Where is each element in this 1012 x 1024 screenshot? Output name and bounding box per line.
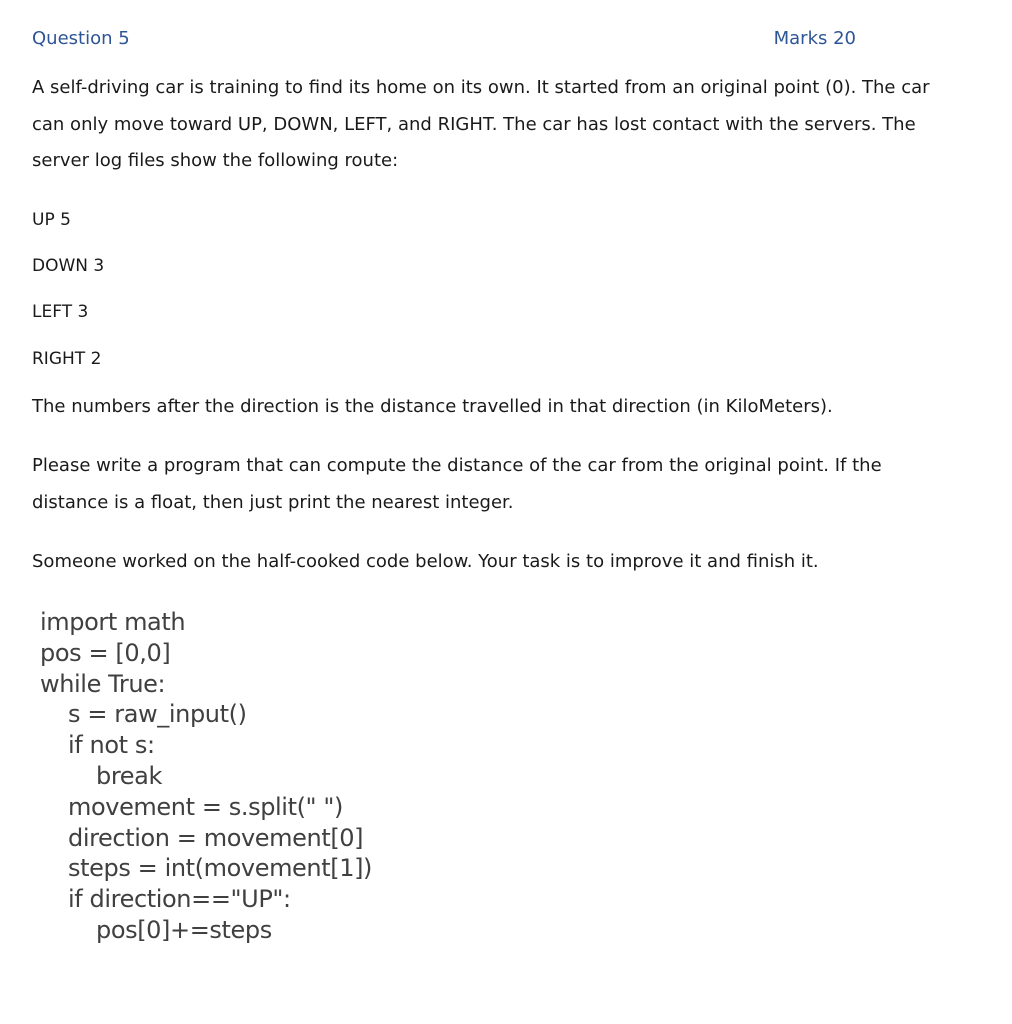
route-item: DOWN 3 [32, 256, 105, 276]
code-line: break [96, 761, 162, 790]
code-line: if direction=="UP": [68, 885, 291, 914]
code-line: direction = movement[0] [68, 823, 364, 852]
code-snippet [40, 607, 372, 946]
question-header [32, 28, 856, 52]
code-line: while True: [40, 669, 166, 698]
route-item: UP 5 [32, 210, 71, 230]
task-paragraph: Please write a program that can compute the distance of the car from the original point. If the distance is a float, then just print the nearest integer. [32, 455, 882, 513]
route-item: LEFT 3 [32, 302, 89, 322]
code-line: s = raw_input() [68, 700, 247, 729]
code-line: movement = s.split(" ") [68, 792, 344, 821]
code-line: if not s: [68, 731, 155, 760]
distance-note: The numbers after the direction is the distance travelled in that direction (in KiloMeters). [32, 396, 833, 417]
instruction-paragraph: Someone worked on the half-cooked code below. Your task is to improve it and finish it. [32, 551, 819, 572]
code-line: pos[0]+=steps [96, 915, 272, 944]
intro-paragraph: A self-driving car is training to find its home on its own. It started from an original point (0). The car can only move toward UP, DOWN, LEFT, and RIGHT. The car has lost contact with the servers. The server log files show the following route: [32, 77, 930, 171]
marks-label: Marks 20 [773, 28, 856, 49]
code-line: pos = [0,0] [40, 638, 171, 667]
route-item: RIGHT 2 [32, 349, 102, 369]
code-line: import math [40, 608, 186, 636]
question-title: Question 5 [32, 28, 130, 49]
code-line: steps = int(movement[1]) [68, 854, 372, 883]
